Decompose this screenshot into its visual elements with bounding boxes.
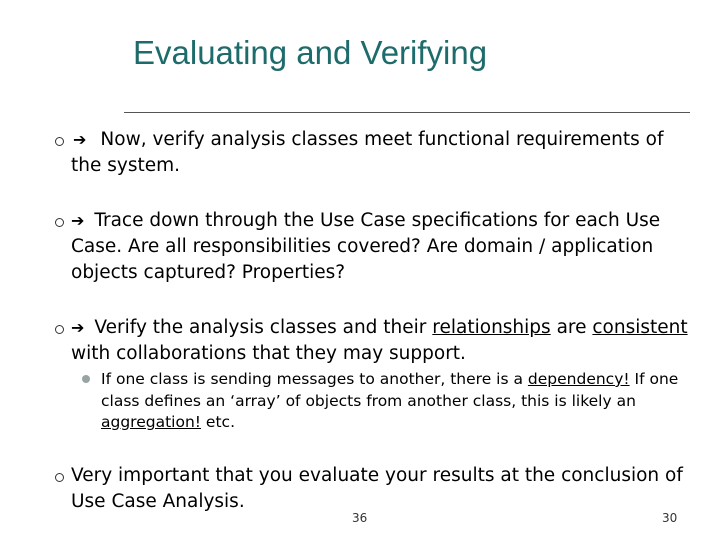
slide-number: 30	[662, 511, 678, 525]
title-divider	[124, 112, 690, 113]
bullet-1-text: Now, verify analysis classes meet functional requirements of the system.	[71, 129, 664, 176]
bullet-3	[71, 315, 691, 367]
bullet-2	[71, 208, 691, 286]
sub-bullet-1	[101, 369, 681, 434]
bullet-3-text-pre: Verify the analysis classes and their	[94, 317, 433, 338]
bullet-4-text: Very important that you evaluate your results at the conclusion of Use Case Analysis.	[71, 465, 683, 512]
relationships-underlined: relationships	[432, 317, 551, 338]
bullet-3-text-mid: are	[550, 317, 593, 338]
aggregation-underlined: aggregation!	[101, 413, 201, 431]
dependency-underlined: dependency!	[527, 370, 630, 388]
slide-title: Evaluating and Verifying	[133, 34, 488, 71]
sub-bullet-1-text-pre: If one class is sending messages to another, there is a	[101, 370, 528, 388]
bullet-2-text: Trace down through the Use Case specifications for each Use Case. Are all responsibilities covered? Are domain / application objects captured? Properties?	[71, 210, 661, 283]
sub-bullet-1-text-post: etc.	[201, 413, 235, 431]
consistent-underlined: consistent	[592, 317, 688, 338]
filled-circle-bullet-icon	[82, 375, 90, 383]
hollow-circle-bullet-icon	[55, 218, 64, 227]
bullet-3-text-post: with collaborations that they may support.	[71, 343, 466, 364]
hollow-circle-bullet-icon	[55, 325, 64, 334]
sub-bullet-1-text-mid: If one class defines an ‘array’ of objects from another class, this is likely an	[101, 370, 679, 410]
bullet-1	[71, 127, 691, 179]
right-arrow-icon: ➔	[71, 211, 85, 230]
right-arrow-icon: ➔	[73, 130, 87, 149]
hollow-circle-bullet-icon	[55, 137, 64, 146]
footer-number-left: 36	[352, 511, 368, 525]
hollow-circle-bullet-icon	[55, 473, 64, 482]
bullet-4	[71, 463, 691, 515]
right-arrow-icon: ➔	[71, 318, 85, 337]
